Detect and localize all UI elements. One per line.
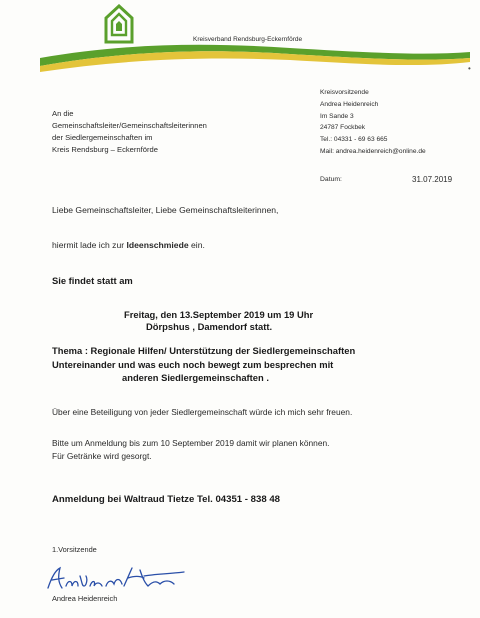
thema-line: Thema : Regionale Hilfen/ Unterstützung der Siedlergemeinschaften [52, 345, 356, 356]
invite-event: Ideenschmiede [126, 240, 189, 250]
sender-mail-label: Mail: [320, 147, 334, 155]
thema-line: Untereinander und was euch noch bewegt zum besprechen mit [52, 358, 334, 370]
invitation-line [52, 240, 205, 250]
invite-prefix: hiermit lade ich zur [52, 240, 125, 250]
invite-suffix: ein. [191, 240, 205, 250]
sender-block [320, 87, 426, 158]
date-value: 31.07.2019 [412, 175, 453, 184]
recipient-line: An die [52, 109, 74, 118]
recipient-line: Kreis Rendsburg – Eckernförde [52, 145, 158, 154]
sender-role: Kreisvorsitzende [320, 89, 369, 96]
registration-contact: Anmeldung bei Waltraud Tietze Tel. 04351 - 838 48 [52, 494, 281, 505]
sender-mail-row [320, 146, 426, 158]
event-location: Dörpshus , Damendorf statt. [146, 321, 273, 332]
sender-city: 24787 Fockbek [320, 124, 366, 132]
drinks-note: Für Getränke wird gesorgt. [52, 451, 152, 461]
registration-deadline: Bitte um Anmeldung bis zum 10 September 2019 damit wir planen können. [52, 438, 330, 448]
greeting: Liebe Gemeinschaftsleiter, Liebe Gemeinschaftsleiterinnen, [52, 205, 279, 215]
recipient-address [52, 108, 207, 156]
recipient-line: Gemeinschaftsleiter/Gemeinschaftsleiterinnen [52, 121, 207, 130]
sender-street: Im Sande 3 [320, 112, 354, 120]
house-logo-icon [104, 4, 134, 44]
sender-name: Andrea Heidenreich [320, 100, 379, 108]
statt-heading: Sie findet statt am [52, 275, 133, 286]
handwritten-signature [44, 562, 194, 594]
thema-line: anderen Siedlergemeinschaften . [122, 372, 269, 383]
date-label: Datum: [320, 176, 342, 183]
closing-name: Andrea Heidenreich [52, 594, 118, 603]
registration-note [52, 437, 329, 463]
header-swoosh [40, 40, 480, 76]
organization-name: Kreisverband Rendsburg-Eckernförde [193, 36, 303, 43]
recipient-line: der Siedlergemeinschaften im [52, 133, 153, 142]
closing-role: 1.Vorsitzende [52, 545, 97, 554]
participation-note: Über eine Beteiligung von jeder Siedlergemeinschaft würde ich mich sehr freuen. [52, 407, 353, 417]
event-date-time: Freitag, den 13.September 2019 um 19 Uhr [124, 309, 314, 320]
sender-mail-link[interactable]: andrea.heidenreich@online.de [335, 147, 426, 155]
sender-phone: Tel.: 04331 - 69 63 665 [320, 136, 388, 144]
thema-block [52, 344, 355, 385]
corner-mark: • [468, 64, 471, 73]
